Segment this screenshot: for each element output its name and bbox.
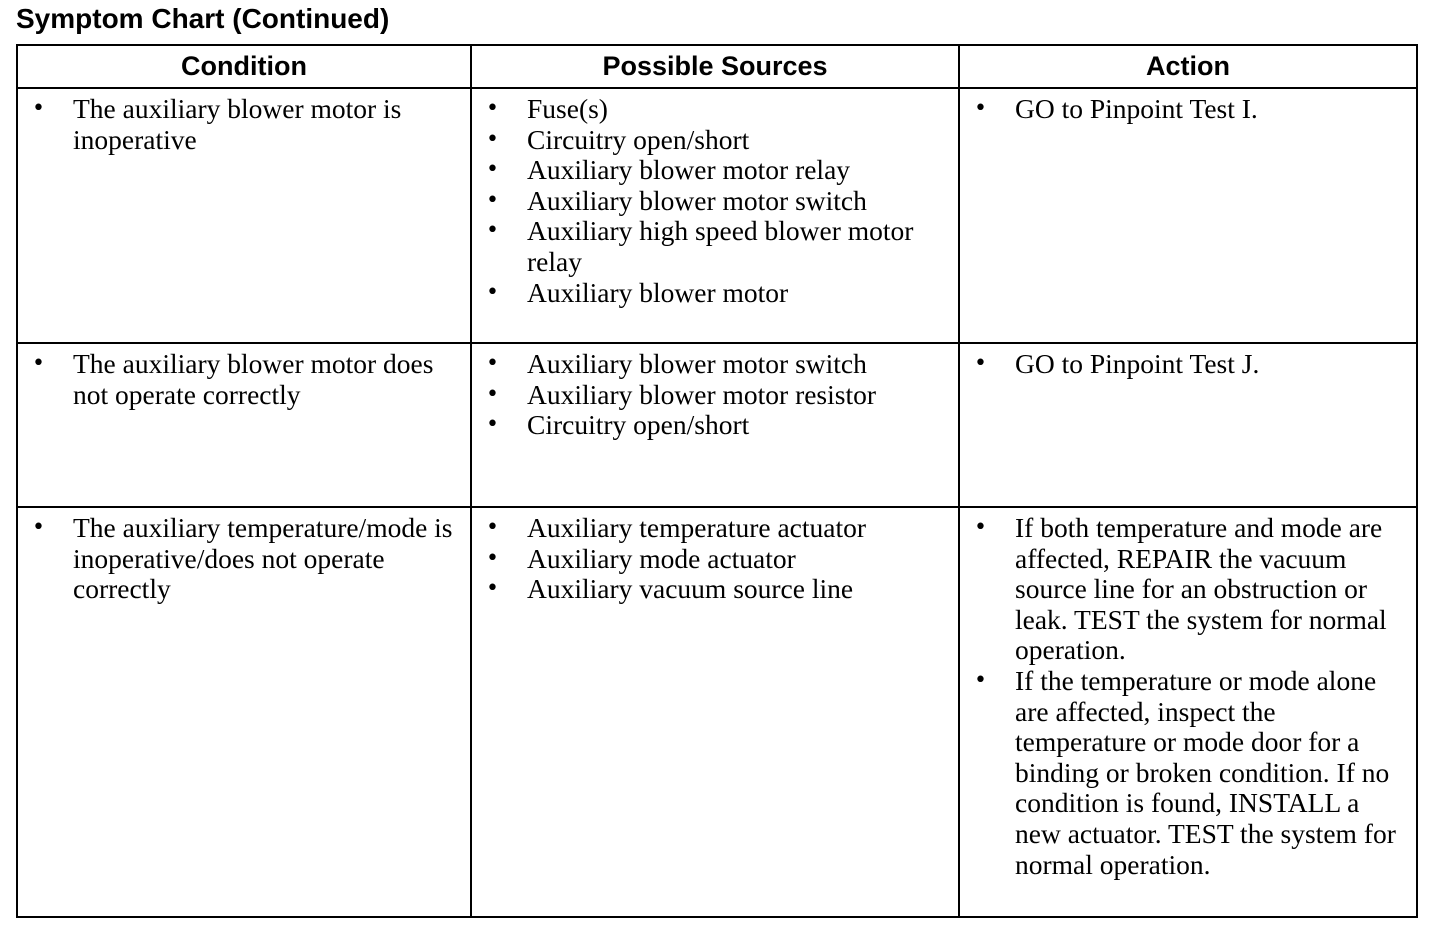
action-item: • If the temperature or mode alone are affected, inspect the temperature or mode door for a binding or broken condition. If no condition is found, INSTALL a new actuator. TEST the system for normal operation. bbox=[974, 664, 1396, 880]
action-cell bbox=[959, 507, 1417, 917]
header-possible-sources: Possible Sources bbox=[471, 45, 959, 88]
header-action: Action bbox=[959, 45, 1417, 88]
source-item: • Auxiliary blower motor switch bbox=[486, 184, 867, 216]
bullet-icon: • bbox=[974, 515, 987, 540]
action-cell bbox=[959, 88, 1417, 343]
condition-cell bbox=[17, 507, 471, 917]
bullet-icon: • bbox=[32, 351, 45, 376]
condition-item: • The auxiliary blower motor does not operate correctly bbox=[32, 348, 434, 410]
bullet-icon: • bbox=[486, 126, 499, 152]
bullet-icon: • bbox=[486, 218, 499, 244]
header-condition: Condition bbox=[17, 45, 471, 88]
source-item: • Auxiliary vacuum source line bbox=[486, 573, 854, 605]
condition-item: • The auxiliary blower motor is inoperative bbox=[32, 93, 402, 155]
source-item: • Auxiliary high speed blower motor relay bbox=[486, 215, 914, 277]
sources-cell bbox=[471, 343, 959, 507]
source-item: • Auxiliary blower motor relay bbox=[486, 154, 851, 186]
condition-cell bbox=[17, 343, 471, 507]
page-title: Symptom Chart (Continued) bbox=[16, 3, 390, 34]
table-row bbox=[17, 507, 1417, 917]
table-header-row bbox=[17, 45, 1417, 88]
bullet-icon: • bbox=[974, 667, 987, 693]
bullet-icon: • bbox=[486, 96, 499, 121]
bullet-icon: • bbox=[486, 351, 499, 376]
action-item: • GO to Pinpoint Test J. bbox=[974, 348, 1260, 379]
bullet-icon: • bbox=[486, 279, 499, 305]
source-item: • Auxiliary blower motor resistor bbox=[486, 378, 877, 410]
source-item: • Auxiliary blower motor switch bbox=[486, 348, 867, 379]
source-item: • Auxiliary mode actuator bbox=[486, 542, 796, 574]
action-item: • If both temperature and mode are affected, REPAIR the vacuum source line for an obstruction or leak. TEST the system for normal operation. bbox=[974, 512, 1387, 666]
bullet-icon: • bbox=[486, 545, 499, 571]
condition-cell bbox=[17, 88, 471, 343]
sources-cell bbox=[471, 507, 959, 917]
bullet-icon: • bbox=[486, 576, 499, 602]
symptom-table bbox=[16, 44, 1418, 918]
bullet-icon: • bbox=[486, 515, 499, 540]
table-row bbox=[17, 343, 1417, 507]
table-row bbox=[17, 88, 1417, 343]
bullet-icon: • bbox=[486, 157, 499, 183]
condition-item: • The auxiliary temperature/mode is inoperative/does not operate correctly bbox=[32, 512, 453, 605]
action-item: • GO to Pinpoint Test I. bbox=[974, 93, 1258, 124]
bullet-icon: • bbox=[32, 515, 45, 540]
bullet-icon: • bbox=[974, 96, 987, 121]
sources-cell bbox=[471, 88, 959, 343]
source-item: • Circuitry open/short bbox=[486, 409, 750, 441]
action-cell bbox=[959, 343, 1417, 507]
bullet-icon: • bbox=[32, 96, 45, 121]
bullet-icon: • bbox=[486, 187, 499, 213]
source-item: • Auxiliary temperature actuator bbox=[486, 512, 867, 543]
source-item: • Auxiliary blower motor bbox=[486, 276, 789, 308]
bullet-icon: • bbox=[486, 381, 499, 407]
source-item: • Fuse(s) bbox=[486, 93, 608, 124]
bullet-icon: • bbox=[974, 351, 987, 376]
source-item: • Circuitry open/short bbox=[486, 123, 750, 155]
bullet-icon: • bbox=[486, 412, 499, 438]
